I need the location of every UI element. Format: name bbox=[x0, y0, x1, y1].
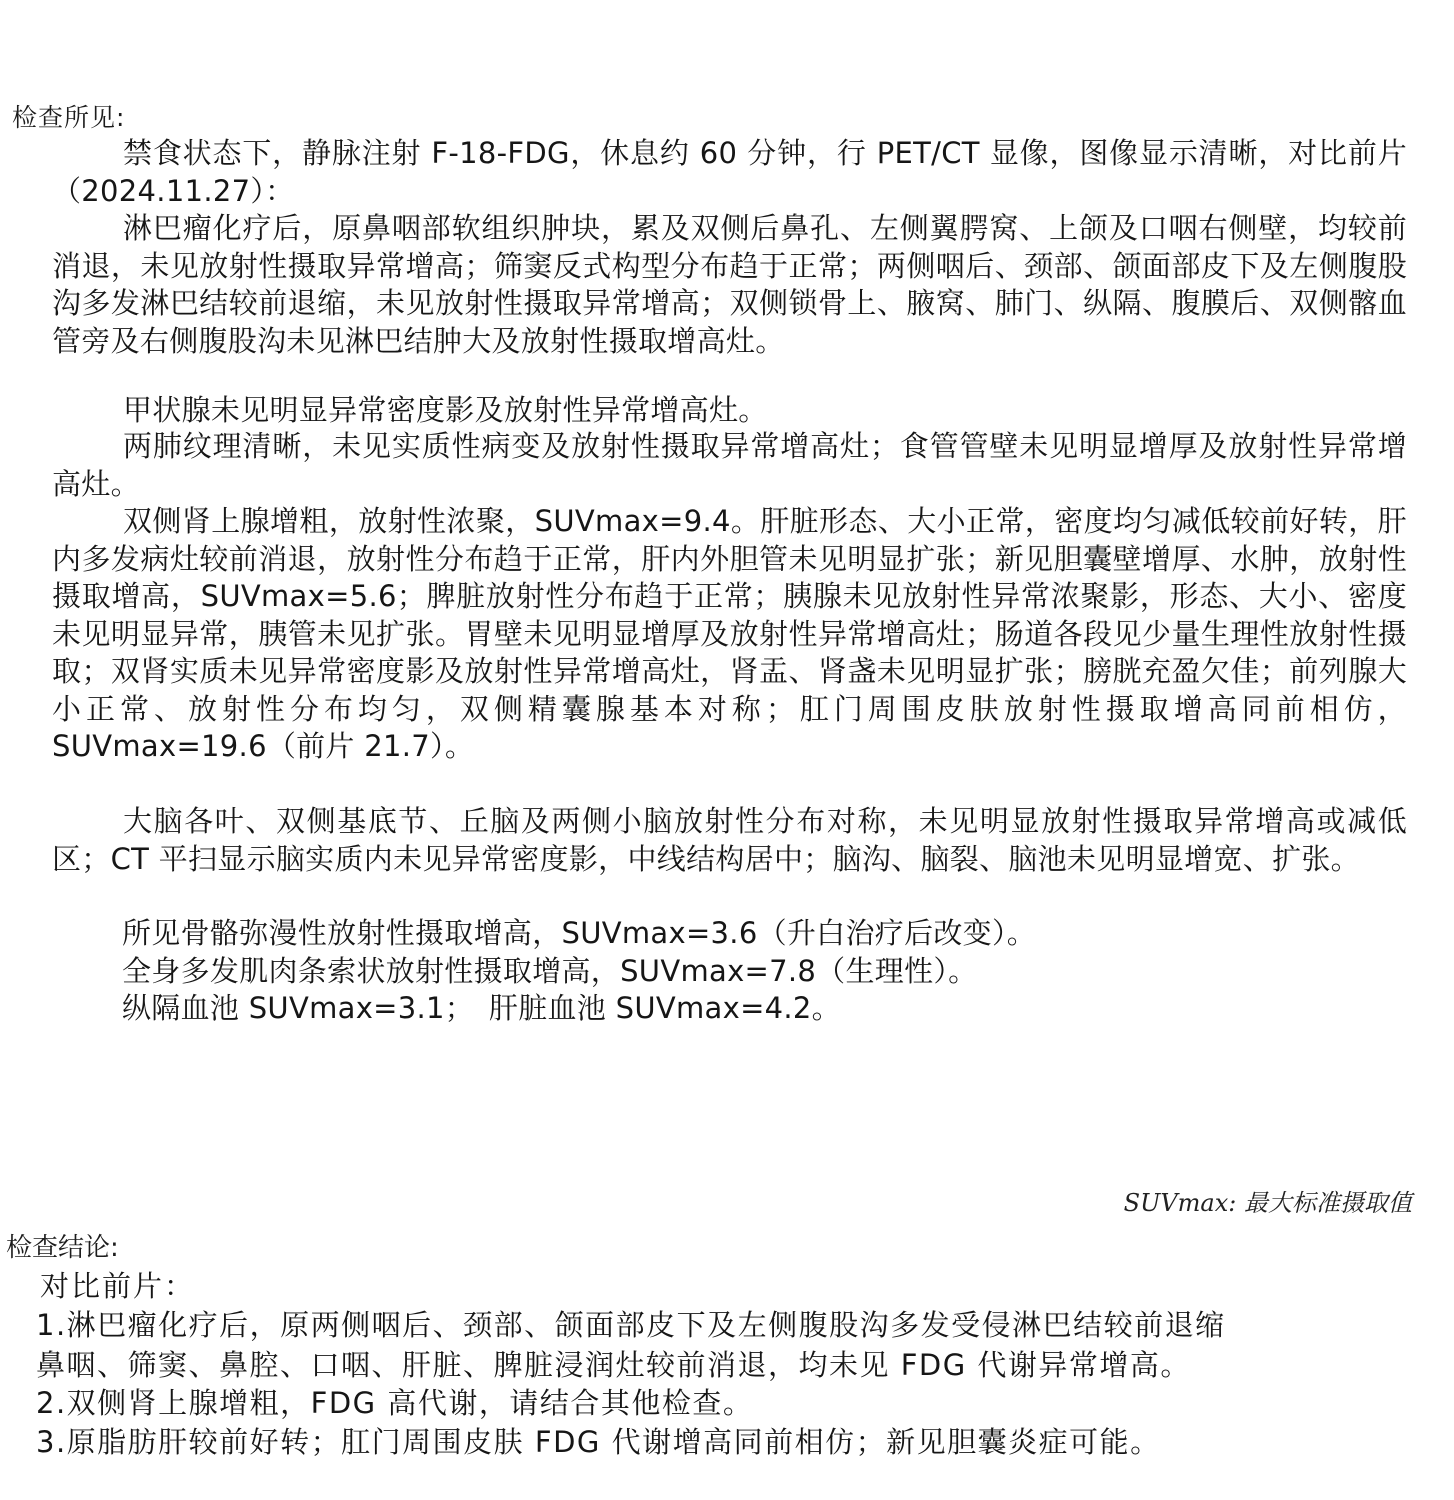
findings-paragraph-abdomen: 双侧肾上腺增粗，放射性浓聚，SUVmax=9.4。肝脏形态、大小正常，密度均匀减低较前好转，肝内多发病灶较前消退，放射性分布趋于正常，肝内外胆管未见明显扩张；新见胆囊壁增厚、水肿，放射性摄取增高，SUVmax=5.6；脾脏放射性分布趋于正常；胰腺未见放射性异常浓聚影，形态、大小、密度未见明显异常，胰管未见扩张。胃壁未见明显增厚及放射性异常增高灶；肠道各段见少量生理性放射性摄取；双肾实质未见异常密度影及放射性异常增高灶，肾盂、肾盏未见明显扩张；膀胱充盈欠佳；前列腺大小正常、放射性分布均匀，双侧精囊腺基本对称；肛门周围皮肤放射性摄取增高同前相仿，SUVmax=19.6（前片 21.7）。 bbox=[52, 504, 1407, 763]
findings-paragraph-lungs: 两肺纹理清晰，未见实质性病变及放射性摄取异常增高灶；食管管壁未见明显增厚及放射性异常增高灶。 bbox=[52, 429, 1407, 501]
compare-label: 对比前片： bbox=[40, 1269, 196, 1303]
conclusion-item-1: 1.淋巴瘤化疗后，原两侧咽后、颈部、颌面部皮下及左侧腹股沟多发受侵淋巴结较前退缩 bbox=[36, 1308, 1226, 1342]
findings-paragraph-bone: 所见骨骼弥漫性放射性摄取增高，SUVmax=3.6（升白治疗后改变）。 bbox=[122, 916, 1037, 950]
conclusion-item-1-continued: 鼻咽、筛窦、鼻腔、口咽、肝脏、脾脏浸润灶较前消退，均未见 FDG 代谢异常增高。 bbox=[36, 1348, 1191, 1382]
suvmax-footnote: SUVmax: 最大标准摄取值 bbox=[1123, 1189, 1412, 1217]
findings-paragraph-muscle: 全身多发肌肉条索状放射性摄取增高，SUVmax=7.8（生理性）。 bbox=[122, 954, 978, 988]
conclusion-label: 检查结论: bbox=[6, 1233, 119, 1263]
findings-paragraph-lymph: 淋巴瘤化疗后，原鼻咽部软组织肿块，累及双侧后鼻孔、左侧翼腭窝、上颌及口咽右侧壁，均较前消退，未见放射性摄取异常增高；筛窦反式构型分布趋于正常；两侧咽后、颈部、颌面部皮下及左侧腹股沟多发淋巴结较前退缩，未见放射性摄取异常增高；双侧锁骨上、腋窝、肺门、纵隔、腹膜后、双侧髂血管旁及右侧腹股沟未见淋巴结肿大及放射性摄取增高灶。 bbox=[52, 211, 1407, 358]
findings-paragraph-bloodpool: 纵隔血池 SUVmax=3.1； 肝脏血池 SUVmax=4.2。 bbox=[122, 991, 841, 1025]
conclusion-item-2: 2.双侧肾上腺增粗，FDG 高代谢，请结合其他检查。 bbox=[36, 1386, 754, 1420]
findings-paragraph-thyroid: 甲状腺未见明显异常密度影及放射性异常增高灶。 bbox=[123, 393, 768, 427]
findings-paragraph-protocol: 禁食状态下，静脉注射 F-18-FDG，休息约 60 分钟，行 PET/CT 显像，图像显示清晰，对比前片（2024.11.27）： bbox=[52, 136, 1407, 208]
findings-paragraph-brain: 大脑各叶、双侧基底节、丘脑及两侧小脑放射性分布对称，未见明显放射性摄取异常增高或减低区；CT 平扫显示脑实质内未见异常密度影，中线结构居中；脑沟、脑裂、脑池未见明显增宽、扩张。 bbox=[52, 804, 1407, 876]
conclusion-item-3: 3.原脂肪肝较前好转；肛门周围皮肤 FDG 代谢增高同前相仿；新见胆囊炎症可能。 bbox=[36, 1425, 1161, 1459]
findings-label: 检查所见: bbox=[12, 103, 126, 132]
